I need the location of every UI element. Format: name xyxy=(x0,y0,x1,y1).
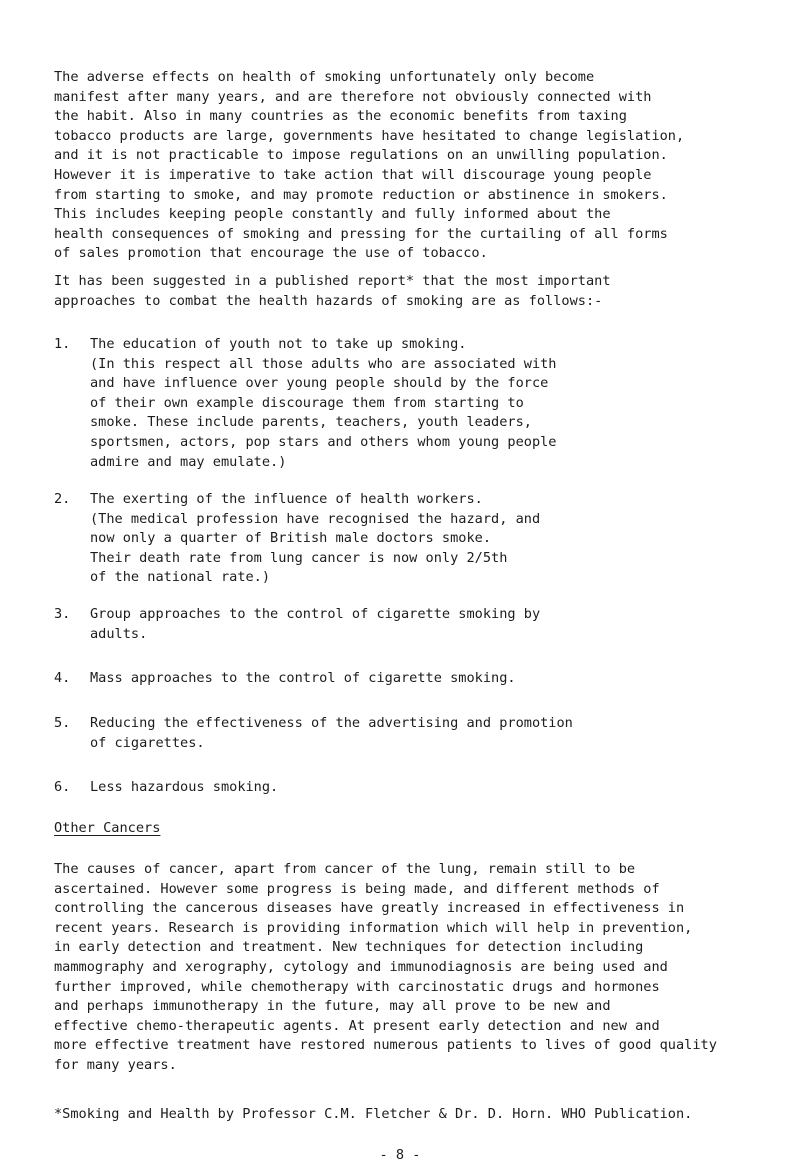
approach-number: 3. xyxy=(54,606,71,622)
intro-paragraph: The adverse effects on health of smoking unfortunately only become manifest after many years, and are therefore not obviously connected with the habit. Also in many countries as the economic benefits from taxing tobacco products are large, governments have hesitated to change legislation, and it is not practicable to impose regulations on an unwilling population. However it is imperative to take action that will discourage young people from starting to smoke, and may promote reduction or abstinence in smokers. This includes keeping people constantly and fully informed about the health consequences of smoking and pressing for the curtailing of all forms of sales promotion that encourage the use of tobacco. xyxy=(54,69,685,262)
approach-number: 1. xyxy=(54,336,71,352)
footnote: *Smoking and Health by Professor C.M. Fletcher & Dr. D. Horn. WHO Publication. xyxy=(54,1106,693,1122)
approach-text: Mass approaches to the control of cigarette smoking. xyxy=(90,670,516,686)
approach-text: The exerting of the influence of health workers. (The medical profession have recognised the hazard, and now only a quarter of British male doctors smoke. Their death rate from lung cancer is now only 2/5th of the national rate.) xyxy=(90,491,541,586)
approach-number: 5. xyxy=(54,715,71,731)
approach-text: Group approaches to the control of cigarette smoking by adults. xyxy=(90,606,541,642)
approach-number: 6. xyxy=(54,779,71,795)
approaches-intro-paragraph: It has been suggested in a published report* that the most important approaches to combat the health hazards of smoking are as follows:- xyxy=(54,273,611,309)
approach-text: The education of youth not to take up smoking. (In this respect all those adults who are associated with and have influence over young people should by the force of their own example discourage them from starting to smoke. These include parents, teachers, youth leaders, sportsmen, actors, pop stars and others whom young people admire and may emulate.) xyxy=(90,336,557,470)
approach-text: Less hazardous smoking. xyxy=(90,779,279,795)
page-number: - 8 - xyxy=(379,1147,421,1163)
other-cancers-paragraph: The causes of cancer, apart from cancer of the lung, remain still to be ascertained. However some progress is being made, and different methods of controlling the cancerous diseases have greatly increased in effectiveness in recent years. Research is providing information which will help in prevention, in early detection and treatment. New techniques for detection including mammography and xerography, cytology and immunodiagnosis are being used and further improved, while chemotherapy with carcinostatic drugs and hormones and perhaps immunotherapy in the future, may all prove to be new and effective chemo-therapeutic agents. At present early detection and new and more effective treatment have restored numerous patients to lives of good quality for many years. xyxy=(54,861,717,1073)
approach-number: 4. xyxy=(54,670,71,686)
approach-number: 2. xyxy=(54,491,71,507)
other-cancers-heading: Other Cancers xyxy=(54,820,161,836)
approach-text: Reducing the effectiveness of the advertising and promotion of cigarettes. xyxy=(90,715,573,751)
